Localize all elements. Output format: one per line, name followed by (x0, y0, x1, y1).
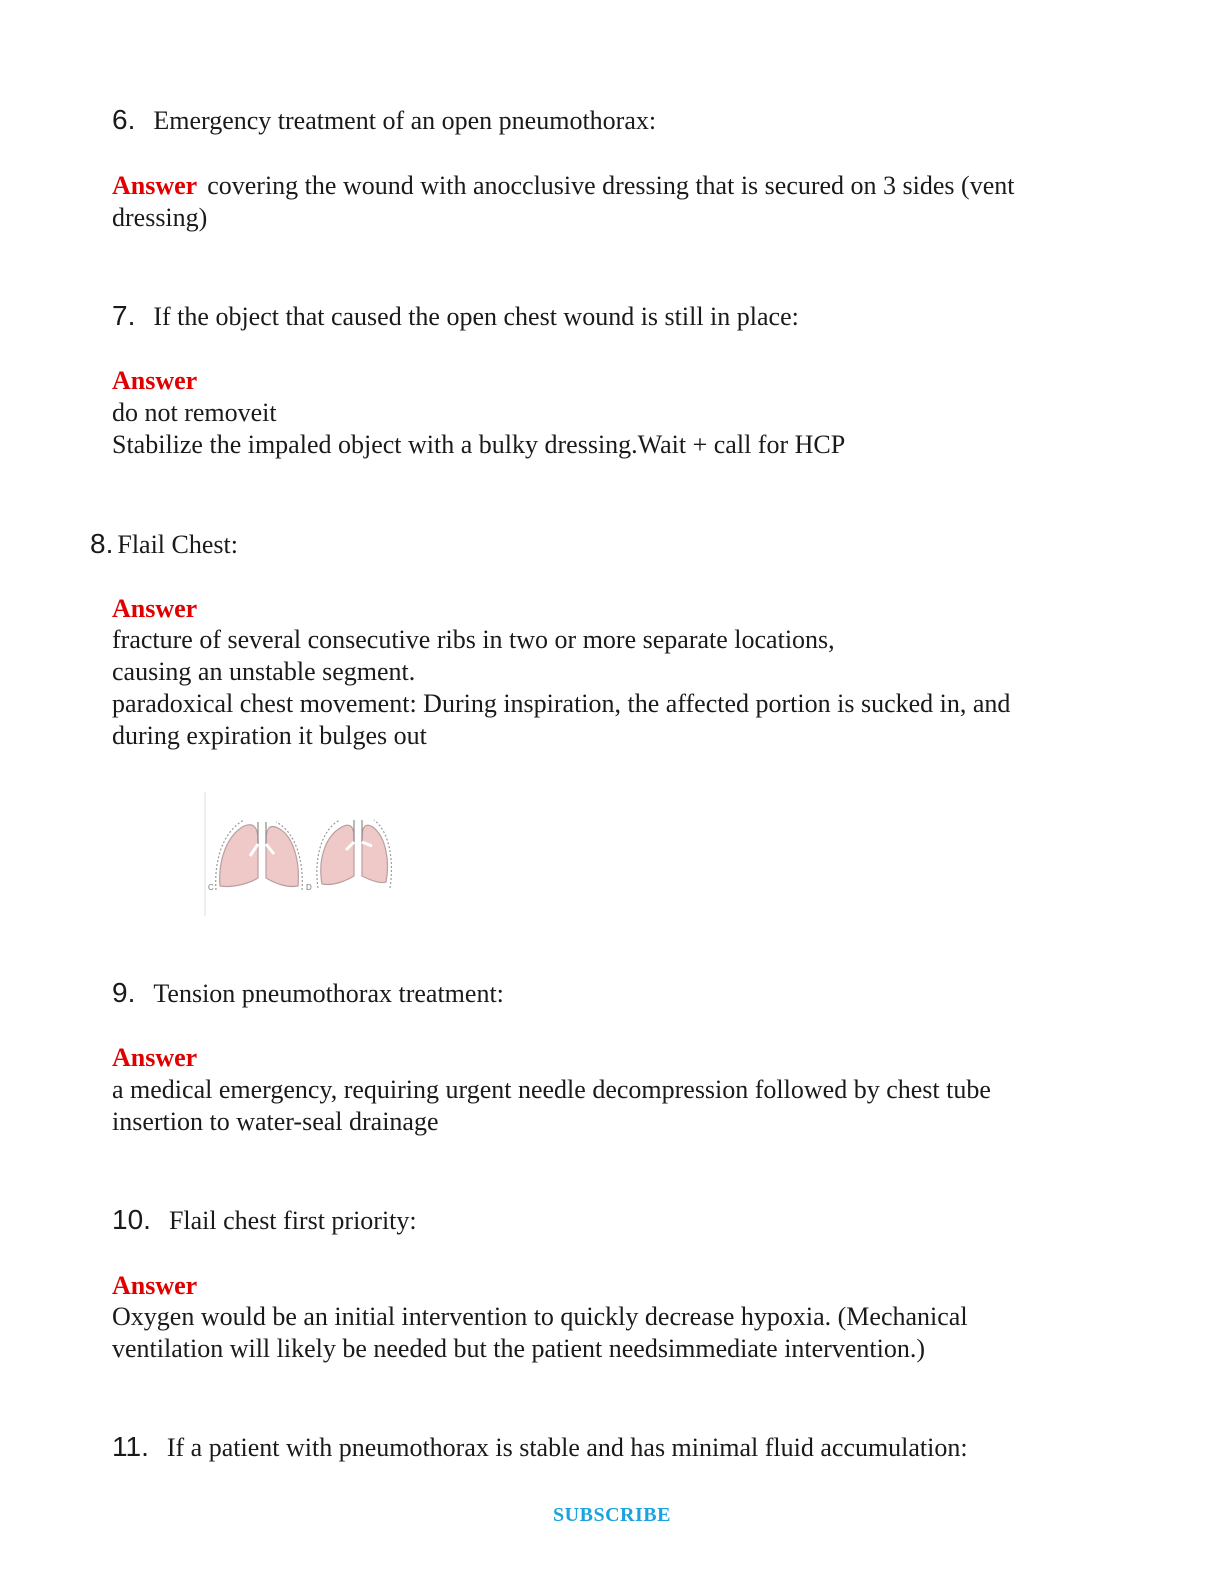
answer-line: a medical emergency, requiring urgent needle decompression followed by chest tube (112, 1075, 991, 1104)
question-6 (112, 104, 656, 137)
question-text: Tension pneumothorax treatment: (153, 979, 504, 1008)
subscribe-link[interactable]: SUBSCRIBE (553, 1504, 671, 1526)
question-text: Flail chest first priority: (168, 1206, 417, 1235)
answer-line: during expiration it bulges out (112, 721, 427, 750)
question-11 (112, 1431, 968, 1464)
question-text: If a patient with pneumothorax is stable and has minimal fluid accumulation: (166, 1433, 968, 1462)
answer-label: Answer (112, 171, 198, 200)
question-text: Emergency treatment of an open pneumothorax: (153, 106, 657, 135)
question-number: 7. (112, 300, 136, 331)
answer-line: Stabilize the impaled object with a bulky dressing.Wait + call for HCP (112, 430, 846, 459)
answer-label: Answer (112, 366, 198, 395)
answer-line: covering the wound with anocclusive dressing that is secured on 3 sides (vent (207, 171, 1015, 200)
question-10 (112, 1204, 417, 1237)
figure-label-d: D (306, 883, 312, 892)
answer-line: do not removeit (112, 398, 277, 427)
question-9 (112, 977, 504, 1010)
answer-line: insertion to water-seal drainage (112, 1107, 439, 1136)
answer-label: Answer (112, 594, 198, 623)
question-number: 8. (90, 528, 114, 559)
answer-label: Answer (112, 1271, 198, 1300)
question-text: If the object that caused the open chest wound is still in place: (153, 302, 799, 331)
answer-line: dressing) (112, 203, 208, 232)
answer-line: causing an unstable segment. (112, 657, 416, 686)
lungs-illustration-icon (204, 792, 404, 916)
answer-6 (112, 170, 1112, 234)
question-text: Flail Chest: (117, 530, 238, 559)
question-number: 6. (112, 104, 136, 135)
answer-line: fracture of several consecutive ribs in two or more separate locations, (112, 625, 835, 654)
answer-line: Oxygen would be an initial intervention to quickly decrease hypoxia. (Mechanical (112, 1302, 968, 1331)
question-8 (90, 528, 238, 561)
answer-line: paradoxical chest movement: During inspiration, the affected portion is sucked in, and (112, 689, 1011, 718)
question-number: 9. (112, 977, 136, 1008)
answer-line: ventilation will likely be needed but the patient needsimmediate intervention.) (112, 1334, 925, 1363)
question-number: 10. (112, 1204, 151, 1235)
answer-label: Answer (112, 1043, 198, 1072)
question-number: 11. (112, 1431, 149, 1462)
question-7 (112, 300, 799, 333)
figure-label-c: C (208, 883, 214, 892)
